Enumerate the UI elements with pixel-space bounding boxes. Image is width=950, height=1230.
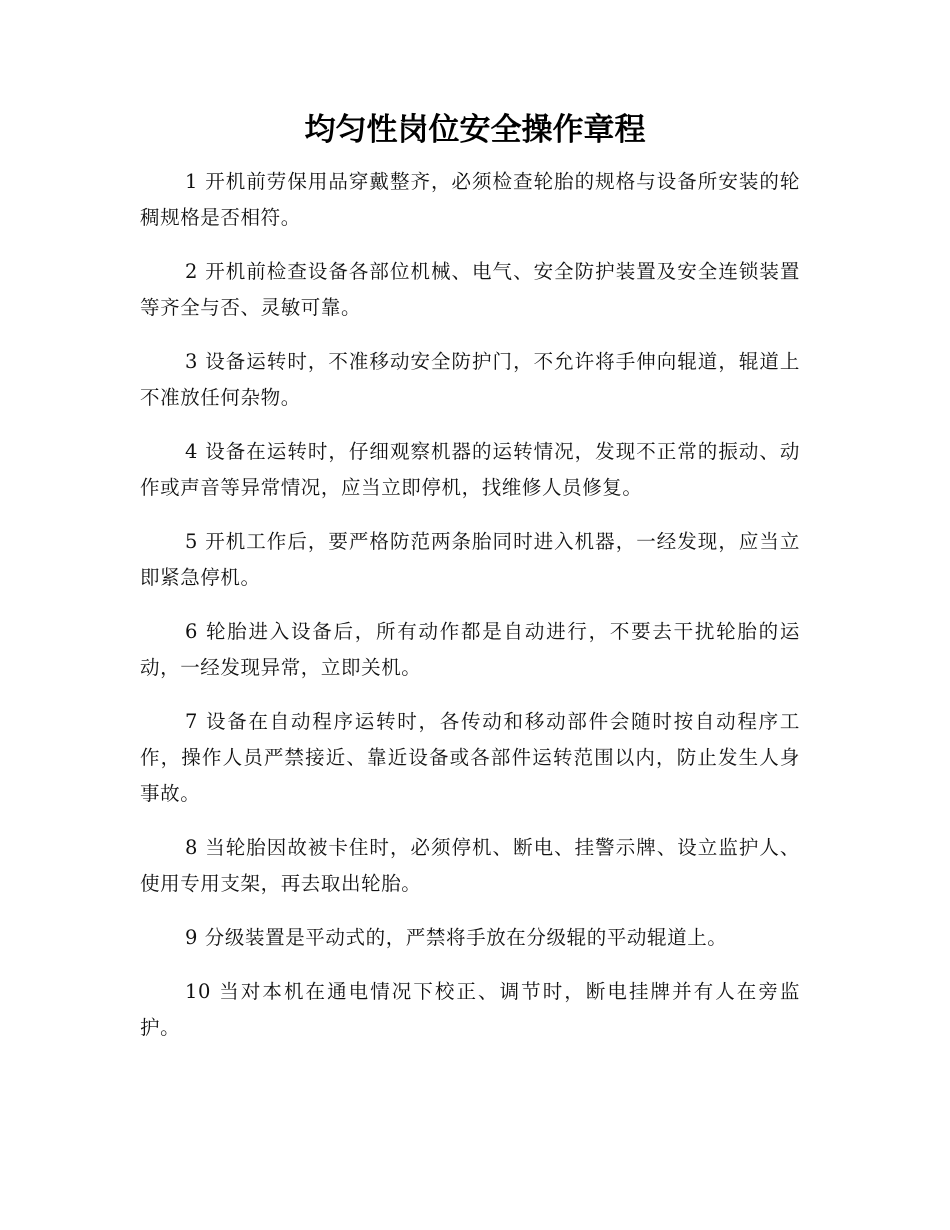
paragraph-6: 6 轮胎进入设备后，所有动作都是自动进行，不要去干扰轮胎的运动，一经发现异常，立即关机。 [140,620,800,679]
document-title: 均匀性岗位安全操作章程 [304,112,646,148]
paragraph-2: 2 开机前检查设备各部位机械、电气、安全防护装置及安全连锁装置等齐全与否、灵敏可靠。 [140,260,800,319]
paragraph-3: 3 设备运转时，不准移动安全防护门，不允许将手伸向辊道，辊道上不准放任何杂物。 [140,350,800,409]
paragraph-5: 5 开机工作后，要严格防范两条胎同时进入机器，一经发现，应当立即紧急停机。 [140,530,800,589]
paragraph-8: 8 当轮胎因故被卡住时，必须停机、断电、挂警示牌、设立监护人、使用专用支架，再去取出轮胎。 [140,836,800,895]
document-body [140,164,800,1064]
paragraph-9: 9 分级装置是平动式的，严禁将手放在分级辊的平动辊道上。 [185,926,728,949]
paragraph-10: 10 当对本机在通电情况下校正、调节时，断电挂牌并有人在旁监护。 [140,980,800,1039]
paragraph-1: 1 开机前劳保用品穿戴整齐，必须检查轮胎的规格与设备所安装的轮稠规格是否相符。 [140,170,800,229]
paragraph-7: 7 设备在自动程序运转时，各传动和移动部件会随时按自动程序工作，操作人员严禁接近、靠近设备或各部件运转范围以内，防止发生人身事故。 [140,710,800,805]
paragraph-4: 4 设备在运转时，仔细观察机器的运转情况，发现不正常的振动、动作或声音等异常情况，应当立即停机，找维修人员修复。 [140,440,800,499]
